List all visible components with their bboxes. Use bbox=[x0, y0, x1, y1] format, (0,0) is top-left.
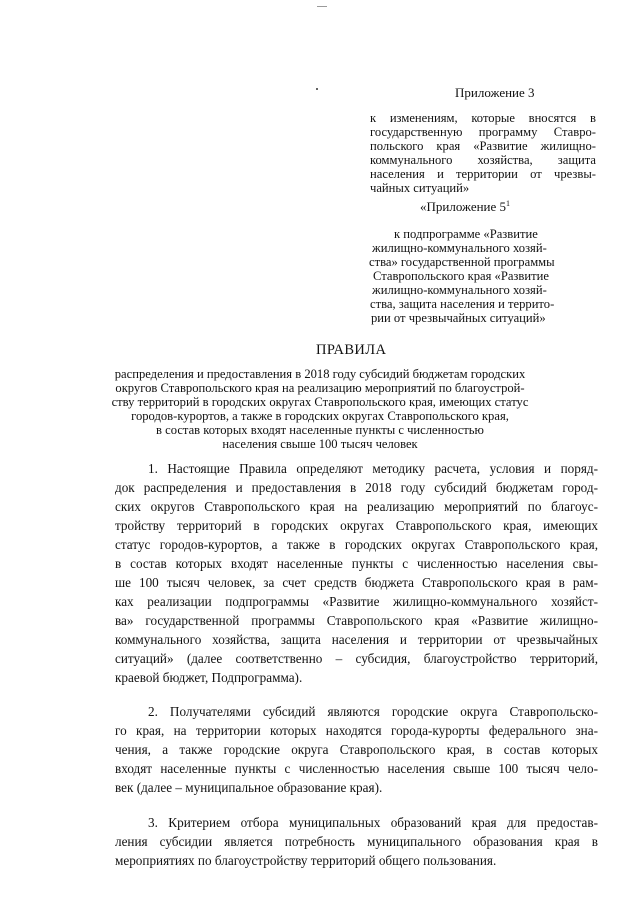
paragraph-1-line: краевой бюджет, Подпрограмма). bbox=[115, 670, 303, 685]
annex5-line: рии от чрезвычайных ситуаций» bbox=[371, 311, 546, 325]
subtitle-line: городов-курортов, а также в городских округах Ставропольского края, bbox=[131, 409, 509, 423]
annex3-line: коммунального хозяйства, защита bbox=[370, 153, 596, 167]
paragraph-1-line: коммунального хозяйства, защита населения и территории от чрезвычайных bbox=[115, 632, 598, 647]
paragraph-3-line: 3. Критерием отбора муниципальных образований края для предостав- bbox=[148, 815, 598, 830]
subtitle-line: населения свыше 100 тысяч человек bbox=[222, 437, 418, 451]
annex3-line: польского края «Развитие жилищно- bbox=[370, 139, 596, 153]
paragraph-2-line: 2. Получателями субсидий являются городские округа Ставропольско- bbox=[148, 704, 598, 719]
paragraph-1-line: в состав которых входят населенные пункты с численностью населения свы- bbox=[115, 556, 598, 571]
annex5-line: жилищно-коммунального хозяй- bbox=[372, 283, 547, 297]
annex5-line: ства, защита населения и террито- bbox=[370, 297, 555, 311]
annex5-line: Ставропольского края «Развитие bbox=[373, 269, 549, 283]
annex5-line: жилищно-коммунального хозяй- bbox=[372, 241, 547, 255]
annex5-heading-superscript: 1 bbox=[506, 199, 511, 208]
annex3-line: государственную программу Ставро- bbox=[370, 125, 596, 139]
paragraph-3-line: ления субсидии является потребность муниципального образования края в bbox=[115, 834, 598, 849]
paragraph-1-line: статус городов-курортов, а также в городских округах Ставропольского края, bbox=[115, 537, 598, 552]
annex3-line: населения и территории от чрезвы- bbox=[370, 167, 596, 181]
paragraph-2-line: входят населенные пункты с численностью населения свыше 100 тысяч чело- bbox=[115, 761, 598, 776]
page-top-mark bbox=[317, 6, 327, 7]
paragraph-1-line: док распределения и предоставления в 2018 году субсидий бюджетам город- bbox=[115, 480, 598, 495]
paragraph-1-line: ше 100 тысяч человек, за счет средств бюджета Ставропольского края в рам- bbox=[115, 575, 598, 590]
subtitle-line: распределения и предоставления в 2018 году субсидий бюджетам городских bbox=[114, 367, 526, 381]
paragraph-1-line: ских округов Ставропольского края на реализацию мероприятий по благоус- bbox=[115, 499, 598, 514]
paragraph-1-line: тройству территорий в городских округах Ставропольского края, имеющих bbox=[115, 518, 598, 533]
subtitle-line: в состав которых входят населенные пункты с численностью bbox=[156, 423, 484, 437]
paragraph-1-line: ва» государственной программы Ставропольского края «Развитие жилищно- bbox=[115, 613, 598, 628]
annex3-heading: Приложение 3 bbox=[455, 85, 535, 100]
annex3-line: к изменениям, которые вносятся в bbox=[370, 111, 596, 125]
paragraph-1-line: ситуаций» (далее соответственно – субсидия, благоустройство территорий, bbox=[115, 651, 598, 666]
subtitle-line: ству территорий в городских округах Ставропольского края, имеющих статус bbox=[111, 395, 529, 409]
annex5-heading bbox=[420, 200, 510, 213]
paragraph-1-line: ках реализации подпрограммы «Развитие жилищно-коммунального хозяйст- bbox=[115, 594, 598, 609]
annex5-line: ства» государственной программы bbox=[369, 255, 555, 269]
paragraph-2-line: век (далее – муниципальное образование края). bbox=[115, 780, 383, 795]
paragraph-3-line: мероприятиях по благоустройству территорий общего пользования. bbox=[115, 853, 497, 868]
paragraph-2-line: го края, на территории которых находятся города-курорты федерального зна- bbox=[115, 723, 598, 738]
scan-speck bbox=[316, 88, 318, 90]
annex5-line: к подпрограмме «Развитие bbox=[394, 227, 538, 241]
annex5-heading-text: «Приложение 5 bbox=[420, 199, 507, 214]
paragraph-2-line: чения, а также городские округа Ставропольского края, в состав которых bbox=[115, 742, 598, 757]
document-title: ПРАВИЛА bbox=[316, 342, 387, 358]
paragraph-1-line: 1. Настоящие Правила определяют методику расчета, условия и поряд- bbox=[148, 461, 598, 476]
annex3-line: чайных ситуаций» bbox=[370, 181, 470, 195]
subtitle-line: округов Ставропольского края на реализацию мероприятий по благоустрой- bbox=[115, 381, 525, 395]
